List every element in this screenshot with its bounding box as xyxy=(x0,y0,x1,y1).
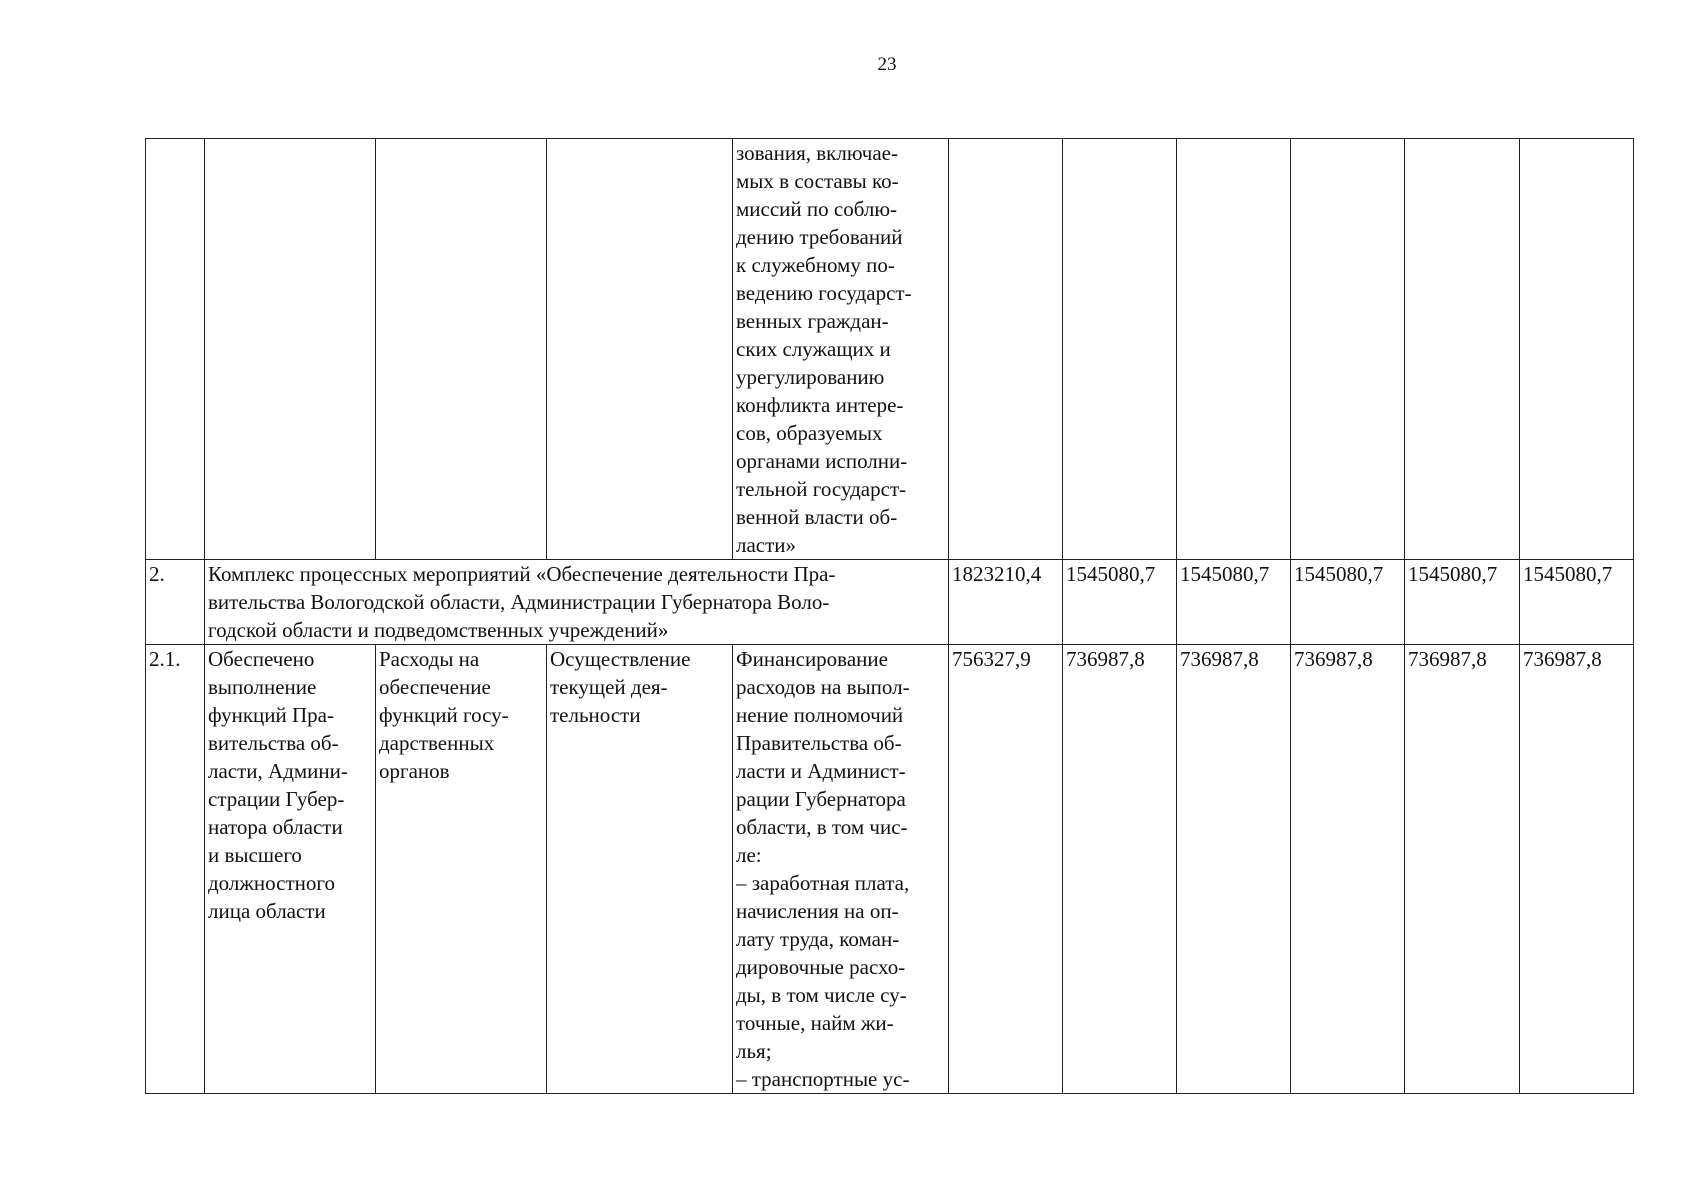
value-cell: 1545080,7 xyxy=(1177,560,1291,645)
value-cell: 736987,8 xyxy=(1063,645,1177,1094)
value-cell xyxy=(1405,139,1520,560)
row-number-cell: 2.1. xyxy=(146,645,205,1094)
value-cell: 1545080,7 xyxy=(1063,560,1177,645)
value-cell: 1545080,7 xyxy=(1291,560,1405,645)
table-row xyxy=(146,139,1634,560)
complex-title-cell: Комплекс процессных мероприятий «Обеспечение деятельности Пра- вительства Вологодской области, Администрации Губернатора Воло- годской области и подведомственных учреждений» xyxy=(205,560,949,645)
row-number-cell xyxy=(146,139,205,560)
activity-type-cell: Осуществление текущей дея- тельности xyxy=(547,645,733,1094)
value-cell xyxy=(1291,139,1405,560)
value-cell xyxy=(949,139,1063,560)
expense-type-cell xyxy=(376,139,547,560)
value-cell: 1823210,4 xyxy=(949,560,1063,645)
result-cell xyxy=(205,139,376,560)
value-cell: 736987,8 xyxy=(1177,645,1291,1094)
page-number: 23 xyxy=(877,54,897,75)
description-cell: зования, включае- мых в составы ко- миссий по соблю- дению требований к служебному по- ведению государст- венных граждан- ских служащих и урегулированию конфликта интере- сов, образуемых органами исполни- тельной государст- венной власти об- ласти» xyxy=(733,139,949,560)
table-row xyxy=(146,560,1634,645)
value-cell: 1545080,7 xyxy=(1405,560,1520,645)
budget-table xyxy=(145,138,1634,1094)
result-cell: Обеспечено выполнение функций Пра- вительства об- ласти, Админи- страции Губер- натора области и высшего должностного лица области xyxy=(205,645,376,1094)
value-cell: 736987,8 xyxy=(1291,645,1405,1094)
value-cell: 756327,9 xyxy=(949,645,1063,1094)
activity-type-cell xyxy=(547,139,733,560)
value-cell xyxy=(1063,139,1177,560)
expense-type-cell: Расходы на обеспечение функций госу- дарственных органов xyxy=(376,645,547,1094)
row-number-cell: 2. xyxy=(146,560,205,645)
value-cell xyxy=(1177,139,1291,560)
table-row xyxy=(146,645,1634,1094)
value-cell: 1545080,7 xyxy=(1520,560,1634,645)
value-cell: 736987,8 xyxy=(1520,645,1634,1094)
description-cell: Финансирование расходов на выпол- нение полномочий Правительства об- ласти и Админист- рации Губернатора области, в том чис- ле: – заработная плата, начисления на оп- лату труда, коман- дировочные расхо- ды, в том числе су- точные, найм жи- лья; – транспортные ус- xyxy=(733,645,949,1094)
value-cell xyxy=(1520,139,1634,560)
value-cell: 736987,8 xyxy=(1405,645,1520,1094)
